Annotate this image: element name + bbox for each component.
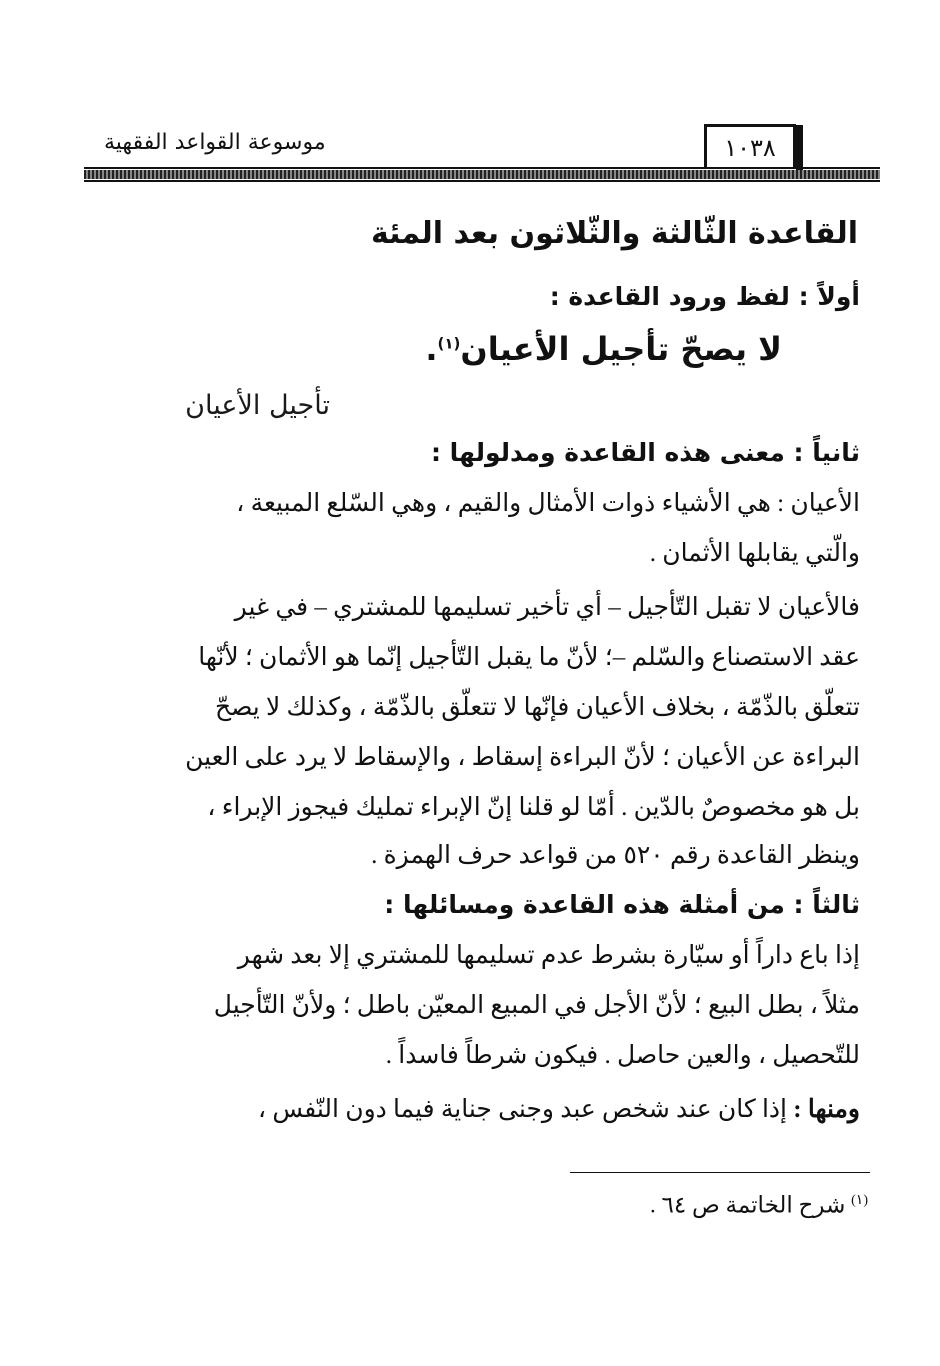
rule-title: القاعدة الثّالثة والثّلاثون بعد المئة [370,216,858,251]
section-2-line: تتعلّق بالذّمّة ، بخلاف الأعيان فإنّها لا تتعلّق بالذّمّة ، وكذلك لا يصحّ [214,694,860,721]
rule-statement [425,330,782,368]
section-2-heading: ثانياً : معنى هذه القاعدة ومدلولها : [430,438,860,467]
rule-statement-text: لا يصحّ تأجيل الأعيان [460,330,782,368]
footnote-marker: (١) [851,1193,868,1208]
section-3-heading: ثالثاً : من أمثلة هذه القاعدة ومسائلها : [384,890,860,919]
section-3-line: مثلاً ، بطل البيع ؛ لأنّ الأجل في المبيع المعيّن باطل ؛ ولأنّ التّأجيل [213,992,860,1019]
book-title: موسوعة القواعد الفقهية [104,130,326,155]
page-number: ١٠٣٨ [704,124,796,168]
section-2-line: فالأعيان لا تقبل التّأجيل – أي تأخير تسليمها للمشتري – في غير [234,594,860,621]
handwritten-note: تأجيل الأعيان [185,390,330,421]
footnote-ref: (١) [437,334,461,353]
header-divider-bottom [84,180,880,182]
section-3-last-line [80,1094,860,1124]
section-1-heading: أولاً : لفظ ورود القاعدة : [549,282,860,311]
page-header [84,118,880,174]
section-2-line: الأعيان : هي الأشياء ذوات الأمثال والقيم ، وهي السّلع المبيعة ، [236,490,860,517]
section-2-line: والّتي يقابلها الأثمان . [649,540,860,567]
example-lead: ومنها : [793,1096,860,1123]
rule-statement-end: . [425,330,438,368]
section-3-line: إذا باع داراً أو سيّارة بشرط عدم تسليمها للمشتري إلا بعد شهر [237,942,860,969]
header-divider-top [84,167,880,169]
footnote-text: شرح الخاتمة ص ٦٤ . [650,1192,846,1218]
header-divider [84,170,880,179]
section-2-line: وينظر القاعدة رقم ٥٢٠ من قواعد حرف الهمزة . [371,842,860,869]
footnote-divider [570,1172,870,1173]
section-2-line: بل هو مخصوصٌ بالدّين . أمّا لو قلنا إنّ الإبراء تمليك فيجوز الإبراء ، [207,794,860,821]
section-2-line: عقد الاستصناع والسّلم –؛ لأنّ ما يقبل التّأجيل إنّما هو الأثمان ؛ لأنّها [198,644,860,671]
footnote [650,1192,868,1219]
section-2-line: البراءة عن الأعيان ؛ لأنّ البراءة إسقاط ، والإسقاط لا يرد على العين [185,744,860,771]
section-3-line: للتّحصيل ، والعين حاصل . فيكون شرطاً فاسداً . [385,1042,860,1069]
example-text: إذا كان عند شخص عبد وجنى جناية فيما دون النّفس ، [258,1096,788,1123]
